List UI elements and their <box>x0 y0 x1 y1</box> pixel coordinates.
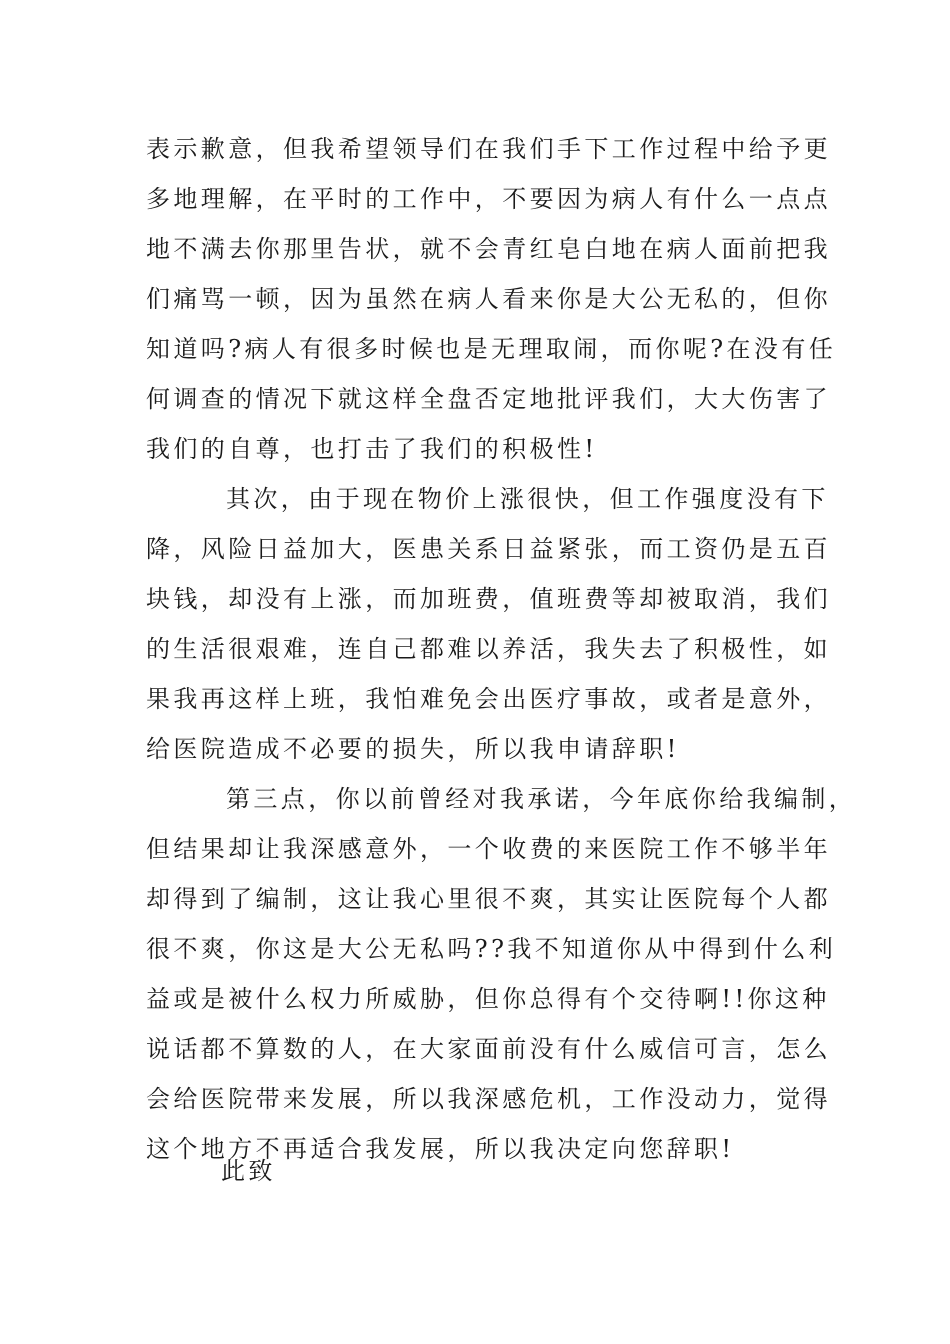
text-line: 块钱，却没有上涨，而加班费，值班费等却被取消，我们 <box>146 585 831 613</box>
text-line: 却得到了编制，这让我心里很不爽，其实让医院每个人都 <box>146 885 831 913</box>
text-line: 知道吗?病人有很多时候也是无理取闹，而你呢?在没有任 <box>146 335 837 363</box>
text-line: 的生活很艰难，连自己都难以养活，我失去了积极性，如 <box>146 635 831 663</box>
text-line: 降，风险日益加大，医患关系日益紧张，而工资仍是五百 <box>146 535 831 563</box>
text-line: 我们的自尊，也打击了我们的积极性! <box>146 435 598 463</box>
text-line: 第三点，你以前曾经对我承诺，今年底你给我编制， <box>226 785 857 813</box>
paragraph-3 <box>146 774 857 1174</box>
text-line: 地不满去你那里告状，就不会青红皂白地在病人面前把我 <box>146 235 831 263</box>
closing-salutation: 此致 <box>221 1157 276 1185</box>
text-line: 说话都不算数的人，在大家面前没有什么威信可言，怎么 <box>146 1035 831 1063</box>
text-line: 会给医院带来发展，所以我深感危机，工作没动力，觉得 <box>146 1085 831 1113</box>
text-line: 何调查的情况下就这样全盘否定地批评我们，大大伤害了 <box>146 385 831 413</box>
letter-body <box>146 124 857 1174</box>
text-line: 很不爽，你这是大公无私吗??我不知道你从中得到什么利 <box>146 935 837 963</box>
text-line: 这个地方不再适合我发展，所以我决定向您辞职! <box>146 1135 735 1163</box>
text-line: 益或是被什么权力所威胁，但你总得有个交待啊!!你这种 <box>146 985 830 1013</box>
text-line: 们痛骂一顿，因为虽然在病人看来你是大公无私的，但你 <box>146 285 831 313</box>
paragraph-2 <box>146 474 836 774</box>
text-line: 表示歉意，但我希望领导们在我们手下工作过程中给予更 <box>146 135 831 163</box>
text-line: 其次，由于现在物价上涨很快，但工作强度没有下 <box>226 485 829 513</box>
text-line: 给医院造成不必要的损失，所以我申请辞职! <box>146 735 680 763</box>
text-line: 果我再这样上班，我怕难免会出医疗事故，或者是意外， <box>146 685 831 713</box>
paragraph-1 <box>146 124 836 474</box>
text-line: 但结果却让我深感意外，一个收费的来医院工作不够半年 <box>146 835 831 863</box>
text-line: 多地理解，在平时的工作中，不要因为病人有什么一点点 <box>146 185 831 213</box>
